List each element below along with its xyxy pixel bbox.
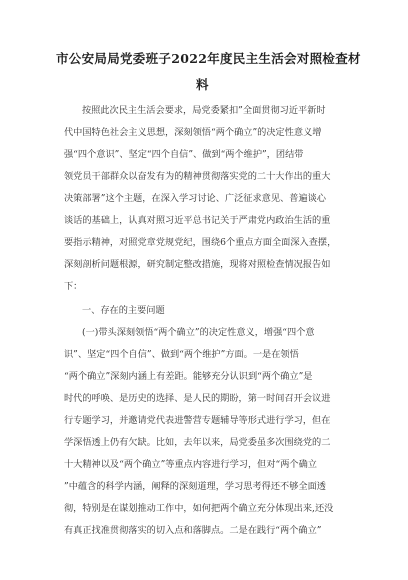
intro-line: 谈话的基础上，认真对照习近平总书记关于严肃党内政治生活的重	[64, 215, 331, 226]
subsection-line: (一)带头深刻领悟“两个确立”的决定性意义，增强“四个意	[82, 327, 315, 338]
subsection-line: 行专题学习，并邀请党代表进警营专题辅导等形式进行学习，但在	[64, 415, 331, 426]
subsection-line: 有真正找准贯彻落实的切入点和落脚点。二是在践行“两个确立”	[64, 525, 322, 536]
subsection-paragraph	[64, 322, 354, 542]
intro-line: 决策部署”这个主题，在深入学习讨论、广泛征求意见、普遍谈心	[64, 193, 326, 204]
title-line-2: 料	[196, 77, 209, 92]
subsection-line: 彻，特别是在谋划推动工作中，如何把两个确立充分体现出来,还没	[64, 503, 334, 514]
intro-paragraph	[64, 100, 354, 298]
section-heading: 一、存在的主要问题	[82, 305, 165, 316]
subsection-line: 十大精神以及“两个确立”等重点内容进行学习，但对“两个确立	[64, 459, 317, 470]
intro-line: 代中国特色社会主义思想，深刻领悟“两个确立”的决定性意义增	[64, 127, 322, 138]
intro-line: 领党员干部群众以奋发有为的精神贯彻落实党的二十大作出的重大	[64, 171, 331, 182]
intro-line: 下：	[64, 281, 83, 292]
subsection-line: 识”、坚定“四个自信”、做到“两个维护”方面。一是在领悟	[64, 349, 299, 360]
intro-line: 强“四个意识”、坚定“四个自信”、做到“两个维护”，团结带	[64, 149, 304, 160]
intro-line: 按照此次民主生活会要求，局党委紧扣”全面贯彻习近平新时	[82, 105, 326, 116]
subsection-line: “两个确立”深刻内涵上有差距。能够充分认识到“两个确立”是	[64, 371, 313, 382]
subsection-line: 学深悟透上仍有欠缺。比如，去年以来，局党委虽多次围绕党的二	[64, 437, 331, 448]
title-line-1: 市公安局局党委班子2022年度民主生活会对照检查材	[56, 51, 361, 66]
document-title	[56, 46, 376, 98]
intro-line: 深刻剖析问题根源，研究制定整改措施，现将对照检查情况报告如	[64, 259, 331, 270]
intro-line: 要指示精神，对照党章党规党纪，围绕6个重点方面全面深入查摆，	[64, 237, 337, 248]
subsection-line: 时代的呼唤、是历史的选择、是人民的期盼，第一时间召开会议进	[64, 393, 331, 404]
subsection-line: ”中蕴含的科学内涵，阐释的深刻道理，学习思考得还不够全面透	[64, 481, 326, 492]
document-body	[64, 100, 354, 542]
